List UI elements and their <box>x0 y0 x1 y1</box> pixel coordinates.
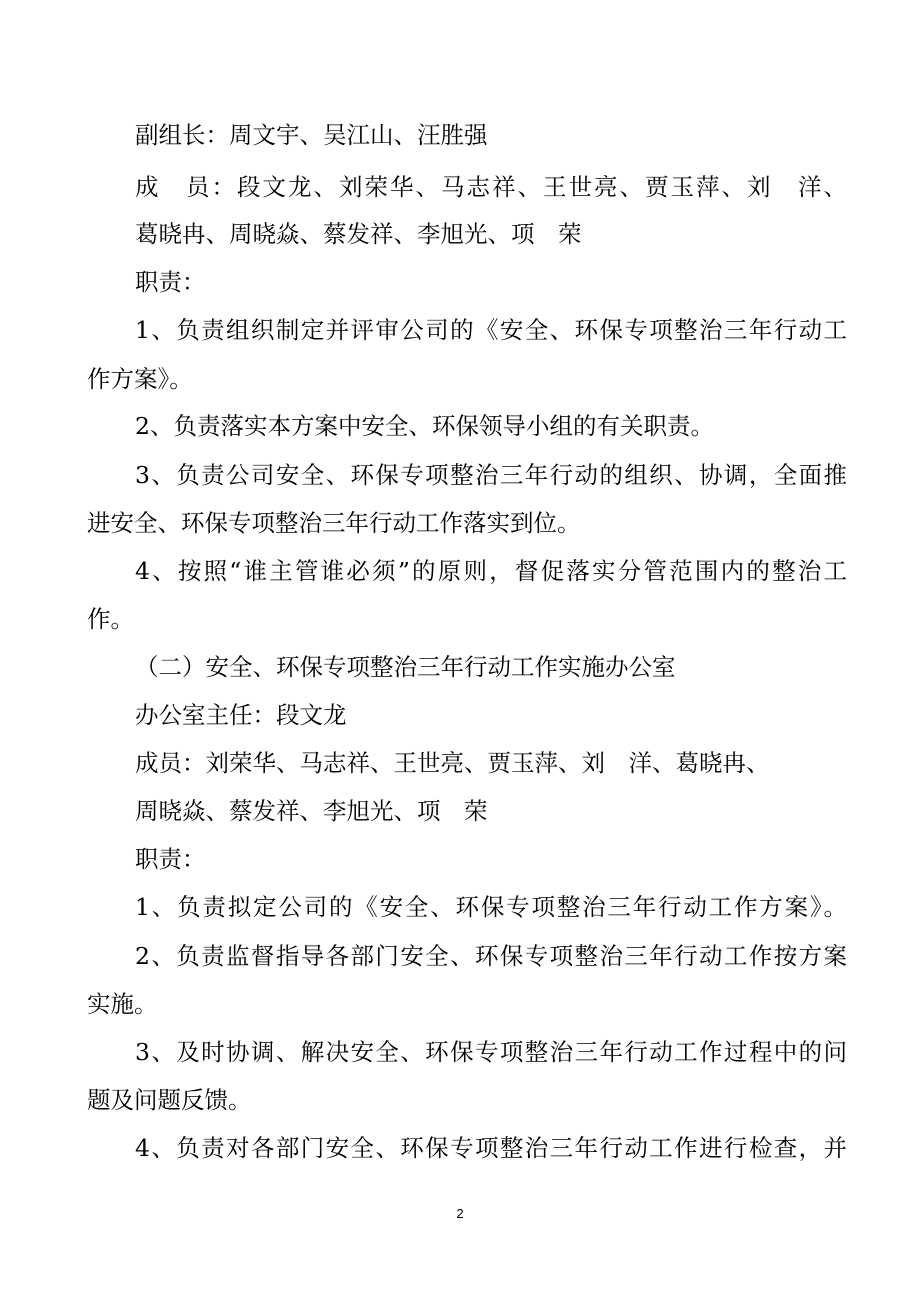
duties-heading-1: 职责： <box>135 268 206 296</box>
office-duty-2-line-1: 2、负责监督指导各部门安全、环保专项整治三年行动工作按方案 <box>135 942 847 970</box>
deputy-leaders-line: 副组长：周文宇、吴江山、汪胜强 <box>135 121 488 149</box>
duty-3-line-1: 3、负责公司安全、环保专项整治三年行动的组织、协调，全面推 <box>135 461 847 489</box>
members-line-2: 葛晓冉、周晓焱、蔡发祥、李旭光、项 荣 <box>135 220 582 248</box>
office-duty-2-line-2: 实施。 <box>87 990 158 1018</box>
members-line-1: 成 员：段文龙、刘荣华、马志祥、王世亮、贾玉萍、刘 洋、 <box>135 173 847 201</box>
duty-4-line-2: 作。 <box>87 605 134 633</box>
office-members-line-2: 周晓焱、蔡发祥、李旭光、项 荣 <box>135 797 488 825</box>
office-duty-3-line-1: 3、及时协调、解决安全、环保专项整治三年行动工作过程中的问 <box>135 1038 847 1066</box>
duty-2-line: 2、负责落实本方案中安全、环保领导小组的有关职责。 <box>135 412 714 440</box>
office-director-line: 办公室主任：段文龙 <box>135 701 347 729</box>
duty-1-line-1: 1、负责组织制定并评审公司的《安全、环保专项整治三年行动工 <box>135 316 847 344</box>
office-duty-4-line-1: 4、负责对各部门安全、环保专项整治三年行动工作进行检查，并 <box>135 1134 847 1162</box>
duty-4-line-1: 4、按照“谁主管谁必须”的原则，督促落实分管范围内的整治工 <box>135 557 847 585</box>
office-duty-1-line: 1、负责拟定公司的《安全、环保专项整治三年行动工作方案》。 <box>135 893 847 921</box>
office-members-line-1: 成员：刘荣华、马志祥、王世亮、贾玉萍、刘 洋、葛晓冉、 <box>135 749 770 777</box>
office-duty-3-line-2: 题及问题反馈。 <box>87 1086 252 1114</box>
section-heading: （二）安全、环保专项整治三年行动工作实施办公室 <box>135 653 676 681</box>
page-number: 2 <box>456 1206 464 1221</box>
duties-heading-2: 职责： <box>135 845 206 873</box>
duty-3-line-2: 进安全、环保专项整治三年行动工作落实到位。 <box>87 509 581 537</box>
duty-1-line-2: 作方案》。 <box>87 365 193 393</box>
